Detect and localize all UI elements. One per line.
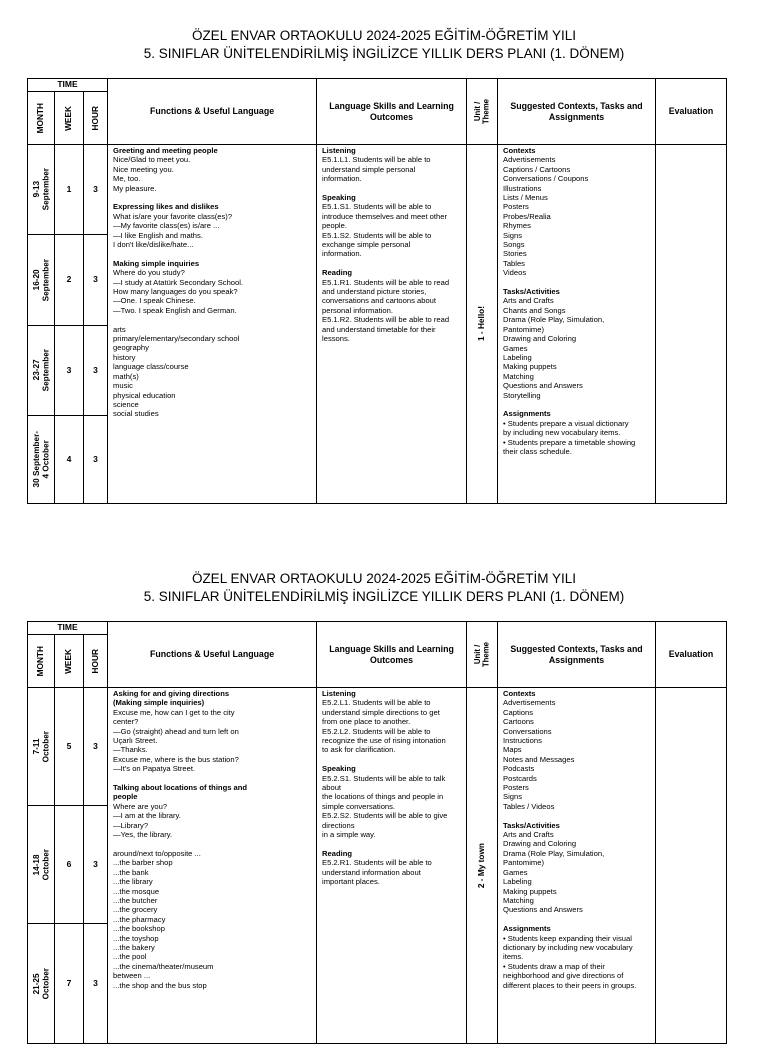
contexts-line: Postcards: [503, 773, 537, 783]
skills-line: in a simple way.: [322, 830, 376, 840]
contexts-line: Drama (Role Play, Simulation,: [503, 848, 605, 858]
week-row: [28, 688, 727, 806]
contexts-line: Arts and Crafts: [503, 830, 554, 840]
contexts-line: • Students keep expanding their visual: [503, 933, 632, 943]
functions-line: Nice meeting you.: [113, 164, 174, 174]
skills-line: Reading: [322, 848, 352, 858]
functions-line: I don't like/dislike/hate...: [113, 240, 194, 250]
month-label: MONTH: [35, 645, 46, 677]
contexts-line: [503, 811, 651, 820]
contexts-line: Songs: [503, 240, 525, 250]
contexts-line: neighborhood and give directions of: [503, 971, 624, 981]
contexts-line: Pantomime): [503, 324, 544, 334]
week-cell: [55, 416, 84, 504]
functions-cell: [108, 145, 317, 504]
evaluation-label: Evaluation: [668, 649, 714, 660]
contexts-line: Games: [503, 343, 528, 353]
week-value: 5: [66, 740, 72, 751]
plan-title: 5. SINIFLAR ÜNİTELENDİRİLMİŞ İNGİLİZCE YILLIK DERS PLANI (1. DÖNEM): [143, 589, 625, 604]
skills-line: E5.2.S1. Students will be able to talk: [322, 773, 446, 783]
skills-label: Language Skills and Learning Outcomes: [329, 644, 454, 665]
contexts-line: Questions and Answers: [503, 905, 583, 915]
hour-cell: [84, 806, 108, 924]
contexts-line: Arts and Crafts: [503, 296, 554, 306]
week-value: 3: [66, 364, 72, 375]
functions-line: social studies: [113, 409, 159, 419]
contexts-line: Tasks/Activities: [503, 820, 560, 830]
hour-label: HOUR: [89, 105, 100, 131]
skills-line: important places.: [322, 877, 380, 887]
week-header: [55, 92, 84, 145]
contexts-line: • Students prepare a visual dictionary: [503, 418, 629, 428]
contexts-line: Instructions: [503, 736, 542, 746]
functions-line: ...the shop and the bus stop: [113, 980, 207, 990]
skills-line: and understand picture stories,: [322, 287, 427, 297]
functions-line: [113, 249, 312, 258]
functions-line: —I study at Atatürk Secondary School.: [113, 277, 244, 287]
skills-line: E5.1.S2. Students will be able to: [322, 230, 432, 240]
hour-cell: [84, 145, 108, 235]
contexts-line: Matching: [503, 895, 534, 905]
month-cell: [28, 924, 55, 1044]
evaluation-label: Evaluation: [668, 106, 714, 117]
unit-title: 2 - My town: [476, 842, 487, 889]
skills-line: Speaking: [322, 764, 356, 774]
skills-line: information.: [322, 249, 362, 259]
contexts-line: Illustrations: [503, 183, 542, 193]
yearly-plan-table: [27, 621, 727, 1044]
contexts-line: Tasks/Activities: [503, 287, 560, 297]
skills-line: [322, 259, 462, 268]
functions-cell: [108, 688, 317, 1044]
functions-line: ...the butcher: [113, 895, 158, 905]
contexts-line: Captions: [503, 707, 534, 717]
contexts-line: Maps: [503, 745, 522, 755]
functions-line: math(s): [113, 371, 139, 381]
contexts-line: [503, 278, 651, 287]
functions-line: history: [113, 352, 136, 362]
contexts-line: Tables: [503, 258, 525, 268]
contexts-header: [498, 79, 656, 145]
contexts-cell: [498, 688, 656, 1044]
functions-line: [113, 193, 312, 202]
contexts-line: Advertisements: [503, 155, 556, 165]
skills-header: [317, 622, 467, 688]
contexts-line: Rhymes: [503, 221, 531, 231]
skills-line: and understand timetable for their: [322, 324, 436, 334]
month-value: 9-13 September: [31, 168, 50, 211]
skills-line: [322, 839, 462, 848]
week-cell: [55, 688, 84, 806]
skills-line: lessons.: [322, 334, 350, 344]
skills-line: E5.1.L1. Students will be able to: [322, 155, 431, 165]
skills-line: understand simple directions to get: [322, 707, 440, 717]
contexts-label: Suggested Contexts, Tasks and Assignments: [510, 101, 643, 122]
functions-line: language class/course: [113, 362, 189, 372]
hour-label: HOUR: [89, 648, 100, 674]
evaluation-cell: [656, 688, 727, 1044]
contexts-line: Questions and Answers: [503, 381, 583, 391]
hour-value: 3: [93, 858, 98, 869]
week-cell: [55, 145, 84, 235]
functions-line: Uçarlı Street.: [113, 736, 158, 746]
time-label: TIME: [57, 79, 78, 90]
functions-line: primary/elementary/secondary school: [113, 334, 240, 344]
skills-label: Language Skills and Learning Outcomes: [329, 101, 454, 122]
functions-header: [108, 622, 317, 688]
contexts-line: Contexts: [503, 146, 536, 155]
functions-line: —Thanks.: [113, 745, 148, 755]
contexts-header: [498, 622, 656, 688]
contexts-line: Stories: [503, 249, 527, 259]
week-value: 2: [66, 274, 72, 285]
month-value: 21-25 October: [31, 967, 50, 1000]
contexts-line: by including new vocabulary items.: [503, 428, 621, 438]
contexts-line: items.: [503, 952, 524, 962]
contexts-line: Signs: [503, 792, 523, 802]
skills-line: people.: [322, 221, 347, 231]
skills-line: E5.1.S1. Students will be able to: [322, 202, 432, 212]
functions-line: Excuse me, how can I get to the city: [113, 707, 235, 717]
skills-line: simple conversations.: [322, 801, 396, 811]
functions-line: [113, 839, 312, 848]
functions-line: —I am at the library.: [113, 811, 181, 821]
contexts-line: their class schedule.: [503, 446, 572, 456]
unit-header: [467, 79, 498, 145]
skills-line: E5.2.L2. Students will be able to: [322, 726, 431, 736]
time-header: [28, 622, 108, 635]
hour-value: 3: [93, 274, 98, 285]
school-title: ÖZEL ENVAR ORTAOKULU 2024-2025 EĞİTİM-ÖĞRETİM YILI: [191, 571, 577, 586]
hour-cell: [84, 326, 108, 416]
contexts-line: dictionary by including new vocabulary: [503, 942, 633, 952]
contexts-line: Cartoons: [503, 717, 534, 727]
week-cell: [55, 235, 84, 326]
week-cell: [55, 924, 84, 1044]
functions-line: Excuse me, where is the bus station?: [113, 754, 239, 764]
skills-cell: [317, 688, 467, 1044]
week-label: WEEK: [63, 105, 74, 131]
skills-line: to ask for clarification.: [322, 745, 396, 755]
functions-line: ...the pool: [113, 952, 147, 962]
week-label: WEEK: [63, 648, 74, 674]
skills-line: recognize the use of rising intonation: [322, 736, 446, 746]
skills-line: the locations of things and people in: [322, 792, 444, 802]
contexts-line: Pantomime): [503, 858, 544, 868]
week-header: [55, 635, 84, 688]
month-cell: [28, 145, 55, 235]
contexts-line: Conversations: [503, 726, 552, 736]
month-value: 7-11 October: [31, 730, 50, 763]
hour-value: 3: [93, 977, 98, 988]
functions-line: Making simple inquiries: [113, 258, 200, 268]
functions-line: music: [113, 381, 133, 391]
skills-line: E5.2.S2. Students will be able to give: [322, 811, 448, 821]
month-cell: [28, 688, 55, 806]
functions-line: —Two. I speak English and German.: [113, 305, 237, 315]
functions-line: Where are you?: [113, 801, 168, 811]
contexts-line: Posters: [503, 202, 529, 212]
contexts-line: Labeling: [503, 352, 532, 362]
contexts-line: [503, 915, 651, 924]
functions-line: people: [113, 792, 138, 802]
functions-line: center?: [113, 717, 139, 727]
time-header: [28, 79, 108, 92]
hour-value: 3: [93, 364, 98, 375]
functions-line: ...the library: [113, 877, 153, 887]
functions-line: —One. I speak Chinese.: [113, 296, 196, 306]
contexts-line: Making puppets: [503, 362, 557, 372]
unit-header: [467, 622, 498, 688]
unit-cell: [467, 688, 498, 1044]
hour-cell: [84, 235, 108, 326]
contexts-line: Assignments: [503, 924, 551, 934]
contexts-line: Chants and Songs: [503, 305, 566, 315]
functions-line: Talking about locations of things and: [113, 783, 248, 793]
plan-title: 5. SINIFLAR ÜNİTELENDİRİLMİŞ İNGİLİZCE YILLIK DERS PLANI (1. DÖNEM): [143, 46, 625, 61]
contexts-line: Tables / Videos: [503, 801, 555, 811]
contexts-line: Matching: [503, 371, 534, 381]
skills-line: E5.1.R1. Students will be able to read: [322, 277, 450, 287]
unit-title: 1 - Hello!: [476, 306, 487, 342]
contexts-line: Drawing and Coloring: [503, 334, 577, 344]
contexts-line: Signs: [503, 230, 523, 240]
skills-line: from one place to another.: [322, 717, 411, 727]
page-title-block: [0, 27, 768, 63]
month-header: [28, 635, 55, 688]
hour-cell: [84, 924, 108, 1044]
header-row: [28, 622, 727, 635]
functions-line: ...the bakery: [113, 942, 155, 952]
hour-value: 3: [93, 183, 98, 194]
month-cell: [28, 416, 55, 504]
contexts-line: Drawing and Coloring: [503, 839, 577, 849]
hour-header: [84, 92, 108, 145]
page-title-block: [0, 570, 768, 606]
functions-line: [113, 315, 312, 324]
functions-line: arts: [113, 324, 126, 334]
month-value: 23-27 September: [31, 349, 50, 392]
skills-line: Listening: [322, 146, 356, 155]
week-value: 7: [66, 977, 72, 988]
skills-line: information.: [322, 174, 362, 184]
skills-line: Speaking: [322, 193, 356, 203]
functions-line: [113, 774, 312, 783]
contexts-line: Posters: [503, 783, 529, 793]
skills-line: E5.2.R1. Students will be able to: [322, 858, 432, 868]
month-label: MONTH: [35, 102, 46, 134]
month-header: [28, 92, 55, 145]
functions-line: My pleasure.: [113, 183, 157, 193]
school-title: ÖZEL ENVAR ORTAOKULU 2024-2025 EĞİTİM-ÖĞRETİM YILI: [191, 28, 577, 43]
contexts-label: Suggested Contexts, Tasks and Assignments: [510, 644, 643, 665]
functions-line: ...the bank: [113, 867, 149, 877]
skills-line: E5.2.L1. Students will be able to: [322, 698, 431, 708]
evaluation-cell: [656, 145, 727, 504]
functions-line: ...the toyshop: [113, 933, 159, 943]
month-cell: [28, 235, 55, 326]
contexts-line: Making puppets: [503, 886, 557, 896]
contexts-line: Podcasts: [503, 764, 535, 774]
functions-line: —I like English and maths.: [113, 230, 203, 240]
skills-line: [322, 755, 462, 764]
evaluation-header: [656, 79, 727, 145]
functions-line: (Making simple inquiries): [113, 698, 205, 708]
contexts-line: Conversations / Coupons: [503, 174, 589, 184]
functions-line: Expressing likes and dislikes: [113, 202, 219, 212]
skills-line: directions: [322, 820, 355, 830]
functions-line: ...the barber shop: [113, 858, 173, 868]
month-value: 14-18 October: [31, 848, 50, 881]
skills-line: conversations and cartoons about: [322, 296, 437, 306]
functions-line: ...the mosque: [113, 886, 160, 896]
month-value: 30 September- 4 October: [31, 431, 50, 488]
skills-cell: [317, 145, 467, 504]
skills-header: [317, 79, 467, 145]
functions-line: —My favorite class(es) is/are ...: [113, 221, 220, 231]
contexts-line: Videos: [503, 268, 527, 278]
functions-label: Functions & Useful Language: [149, 106, 275, 117]
contexts-line: Advertisements: [503, 698, 556, 708]
contexts-line: • Students prepare a timetable showing: [503, 437, 636, 447]
contexts-line: Contexts: [503, 689, 536, 698]
contexts-line: different places to their peers in groups.: [503, 980, 637, 990]
contexts-line: Lists / Menus: [503, 193, 548, 203]
contexts-line: Notes and Messages: [503, 754, 575, 764]
functions-line: How many languages do you speak?: [113, 287, 238, 297]
week-value: 4: [66, 453, 72, 464]
contexts-line: Labeling: [503, 877, 532, 887]
functions-line: Asking for and giving directions: [113, 689, 230, 698]
header-row: [28, 79, 727, 92]
contexts-line: Assignments: [503, 409, 551, 419]
week-row: [28, 145, 727, 235]
yearly-plan-table: [27, 78, 727, 504]
contexts-line: Storytelling: [503, 390, 541, 400]
functions-line: ...the grocery: [113, 905, 158, 915]
functions-line: Where do you study?: [113, 268, 185, 278]
unit-label: Unit / Theme: [472, 98, 491, 125]
functions-line: around/next to/opposite ...: [113, 848, 201, 858]
functions-line: —Library?: [113, 820, 149, 830]
skills-line: exchange simple personal: [322, 240, 411, 250]
month-value: 16-20 September: [31, 258, 50, 302]
week-cell: [55, 326, 84, 416]
functions-line: physical education: [113, 390, 176, 400]
contexts-line: Probes/Realia: [503, 211, 551, 221]
contexts-line: [503, 400, 651, 409]
functions-line: —It's on Papatya Street.: [113, 764, 196, 774]
functions-line: Me, too.: [113, 174, 141, 184]
week-value: 1: [66, 183, 72, 194]
functions-line: —Go (straight) ahead and turn left on: [113, 726, 239, 736]
month-cell: [28, 806, 55, 924]
contexts-cell: [498, 145, 656, 504]
functions-line: geography: [113, 343, 149, 353]
functions-line: ...the bookshop: [113, 924, 165, 934]
functions-line: science: [113, 399, 139, 409]
skills-line: Listening: [322, 689, 356, 698]
skills-line: [322, 184, 462, 193]
skills-line: introduce themselves and meet other: [322, 211, 447, 221]
skills-line: E5.1.R2. Students will be able to read: [322, 315, 450, 325]
unit-cell: [467, 145, 498, 504]
week-cell: [55, 806, 84, 924]
contexts-line: Drama (Role Play, Simulation,: [503, 315, 605, 325]
functions-header: [108, 79, 317, 145]
skills-line: personal information.: [322, 305, 393, 315]
skills-line: understand simple personal: [322, 164, 416, 174]
week-value: 6: [66, 858, 72, 869]
time-label: TIME: [57, 622, 78, 633]
functions-line: ...the pharmacy: [113, 914, 166, 924]
evaluation-header: [656, 622, 727, 688]
hour-value: 3: [93, 740, 98, 751]
hour-header: [84, 635, 108, 688]
skills-line: about: [322, 783, 342, 793]
unit-label: Unit / Theme: [472, 641, 491, 668]
skills-line: Reading: [322, 268, 352, 278]
functions-line: Nice/Glad to meet you.: [113, 155, 191, 165]
functions-line: What is/are your favorite class(es)?: [113, 211, 233, 221]
hour-value: 3: [93, 453, 98, 464]
functions-line: ...the cinema/theater/museum: [113, 961, 214, 971]
contexts-line: • Students draw a map of their: [503, 961, 605, 971]
month-cell: [28, 326, 55, 416]
hour-cell: [84, 416, 108, 504]
contexts-line: Captions / Cartoons: [503, 164, 571, 174]
hour-cell: [84, 688, 108, 806]
contexts-line: Games: [503, 867, 528, 877]
functions-line: Greeting and meeting people: [113, 146, 218, 155]
functions-line: between ...: [113, 971, 151, 981]
functions-line: —Yes, the library.: [113, 830, 173, 840]
functions-label: Functions & Useful Language: [149, 649, 275, 660]
skills-line: understand information about: [322, 867, 421, 877]
